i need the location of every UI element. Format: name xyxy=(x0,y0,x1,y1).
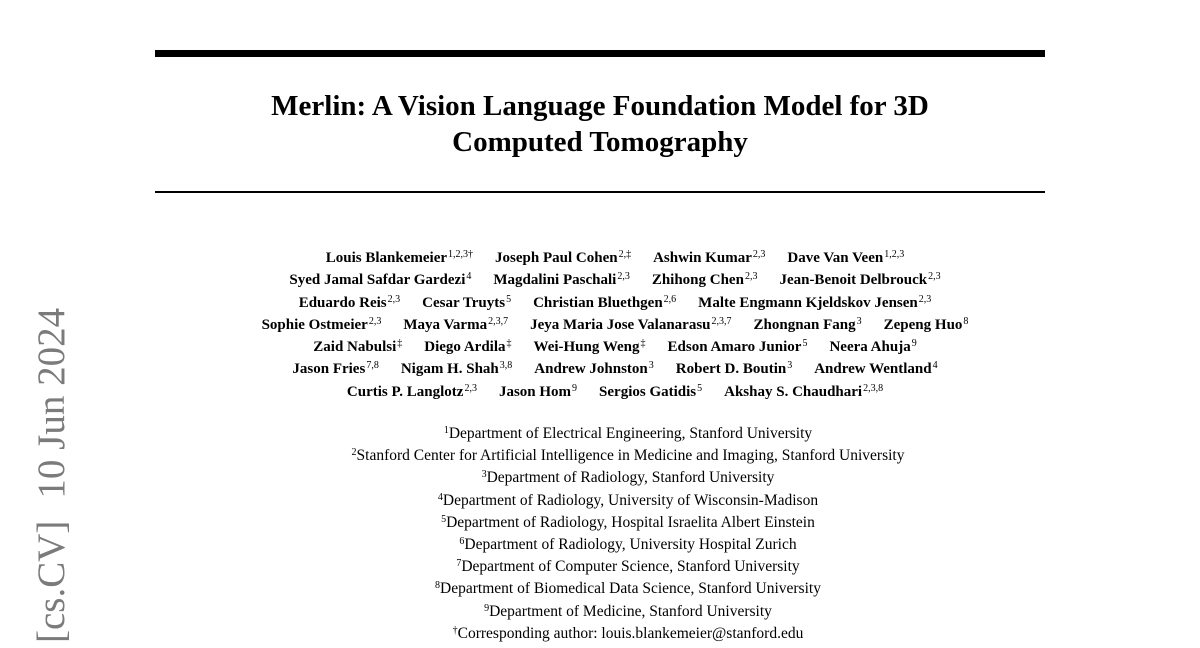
affiliation-text: Department of Electrical Engineering, Stanford University xyxy=(448,425,813,442)
paper-title xyxy=(155,88,1045,160)
author-name: Dave Van Veen xyxy=(787,250,884,266)
title-line: Merlin: A Vision Language Foundation Model for 3D xyxy=(271,90,929,122)
author-line xyxy=(0,269,1200,291)
affiliation-list xyxy=(0,423,1200,645)
affiliation-text: Department of Biomedical Data Science, Stanford University xyxy=(440,580,821,598)
author-name: Zhihong Chen xyxy=(651,272,744,289)
author-name: Jean-Benoit Delbrouck xyxy=(779,272,928,289)
author xyxy=(401,358,512,380)
affiliation-text: Department of Radiology, University of Wisconsin-Madison xyxy=(442,491,819,509)
affiliation xyxy=(0,623,1200,645)
author-affiliation-marker: 4 xyxy=(932,360,938,372)
author-line xyxy=(0,358,1200,380)
affiliation-marker: 2 xyxy=(351,447,357,459)
author-name: Jason Fries xyxy=(292,361,366,378)
author-affiliation-marker: 2,3,7 xyxy=(711,315,732,327)
author-affiliation-marker: 3,8 xyxy=(499,360,513,372)
author-name: Cesar Truyts xyxy=(422,294,506,311)
author-name: Sergios Gatidis xyxy=(599,383,697,400)
author xyxy=(403,314,508,336)
author-affiliation-marker: 5 xyxy=(697,382,703,394)
author-name: Curtis P. Langlotz xyxy=(346,383,464,400)
author-name: Joseph Paul Cohen xyxy=(495,250,618,266)
author xyxy=(534,358,654,380)
author-name: Andrew Johnston xyxy=(534,361,648,378)
author-name: Robert D. Boutin xyxy=(675,361,787,378)
author xyxy=(533,292,676,314)
author-affiliation-marker: 2,3 xyxy=(744,271,758,283)
author xyxy=(493,269,629,291)
affiliation-text: Department of Radiology, University Hospital Zurich xyxy=(464,536,797,554)
author-name: Diego Ardila xyxy=(424,339,506,356)
author-affiliation-marker: 3 xyxy=(648,360,654,372)
affiliation-marker: 9 xyxy=(484,602,490,614)
author xyxy=(653,247,765,269)
affiliation xyxy=(0,534,1200,556)
author-affiliation-marker: 1,2,3† xyxy=(448,249,474,260)
affiliation xyxy=(0,490,1200,512)
author-name: Maya Varma xyxy=(403,316,488,333)
author-list xyxy=(0,247,1200,403)
author-name: Jason Hom xyxy=(498,383,572,400)
author-affiliation-marker: 3 xyxy=(787,360,793,372)
author-affiliation-marker: 5 xyxy=(506,293,512,305)
affiliation-marker: 3 xyxy=(481,469,487,481)
affiliation xyxy=(0,467,1200,489)
author xyxy=(884,314,969,336)
author-affiliation-marker: 1,2,3 xyxy=(884,249,905,260)
author xyxy=(787,247,904,269)
affiliation-marker: 4 xyxy=(437,491,443,503)
author xyxy=(313,336,402,358)
author-affiliation-marker: ‡ xyxy=(640,338,646,350)
title-line: Computed Tomography xyxy=(452,126,748,158)
author-line xyxy=(0,314,1200,336)
author xyxy=(698,292,931,314)
author-affiliation-marker: 2,3 xyxy=(752,249,766,260)
affiliation-marker: † xyxy=(452,624,458,636)
author xyxy=(676,358,792,380)
author-affiliation-marker: ‡ xyxy=(397,338,403,350)
author xyxy=(292,358,378,380)
author-line xyxy=(0,247,1200,269)
arxiv-category: [cs.CV] xyxy=(30,520,73,643)
affiliation xyxy=(0,601,1200,623)
affiliation-marker: 7 xyxy=(456,558,462,570)
author-name: Andrew Wentland xyxy=(814,361,932,378)
affiliation-marker: 1 xyxy=(443,425,449,436)
author xyxy=(599,381,702,403)
author-affiliation-marker: 2,3 xyxy=(368,315,382,327)
author-affiliation-marker: 2,3 xyxy=(918,293,932,305)
author-affiliation-marker: 4 xyxy=(466,271,472,283)
author-line xyxy=(0,292,1200,314)
author-name: Nigam H. Shah xyxy=(400,361,499,378)
affiliation xyxy=(0,423,1200,445)
author xyxy=(326,247,473,269)
author-name: Sophie Ostmeier xyxy=(261,316,368,333)
author-name: Ashwin Kumar xyxy=(653,250,752,266)
author-affiliation-marker: ‡ xyxy=(506,338,512,350)
author-name: Akshay S. Chaudhari xyxy=(724,383,863,400)
affiliation-text: Department of Radiology, Stanford University xyxy=(486,469,775,487)
author xyxy=(499,381,577,403)
title-top-rule xyxy=(155,50,1045,57)
author-affiliation-marker: 2,‡ xyxy=(618,249,632,260)
affiliation-marker: 6 xyxy=(459,536,465,548)
author-name: Zepeng Huo xyxy=(883,316,963,333)
affiliation xyxy=(0,445,1200,467)
author-affiliation-marker: 2,3,8 xyxy=(863,382,884,394)
affiliation-text: Department of Computer Science, Stanford University xyxy=(461,558,800,576)
author-name: Eduardo Reis xyxy=(298,294,387,311)
author xyxy=(495,247,631,269)
affiliation-text: Stanford Center for Artificial Intelligence in Medicine and Imaging, Stanford University xyxy=(356,447,905,465)
affiliation xyxy=(0,578,1200,600)
author-name: Louis Blankemeier xyxy=(325,250,448,266)
author xyxy=(347,381,477,403)
author xyxy=(668,336,808,358)
author-name: Syed Jamal Safdar Gardezi xyxy=(289,272,466,289)
author-affiliation-marker: 2,3 xyxy=(387,293,401,305)
author-name: Christian Bluethgen xyxy=(533,294,663,311)
author-name: Edson Amaro Junior xyxy=(667,339,802,356)
author-affiliation-marker: 5 xyxy=(802,338,808,350)
author xyxy=(814,358,937,380)
author xyxy=(299,292,400,314)
author-name: Zhongnan Fang xyxy=(753,316,856,333)
author xyxy=(754,314,862,336)
author-affiliation-marker: 9 xyxy=(572,382,578,394)
affiliation xyxy=(0,512,1200,534)
affiliation-text: Department of Medicine, Stanford University xyxy=(489,602,772,620)
author-name: Neera Ahuja xyxy=(829,339,911,356)
author-affiliation-marker: 2,3 xyxy=(928,271,941,283)
author-affiliation-marker: 8 xyxy=(963,315,969,327)
author xyxy=(779,269,940,291)
author-name: Zaid Nabulsi xyxy=(313,339,397,356)
author-affiliation-marker: 2,3 xyxy=(617,271,630,283)
affiliation-marker: 8 xyxy=(435,580,441,592)
author-name: Malte Engmann Kjeldskov Jensen xyxy=(698,294,918,311)
affiliation-marker: 5 xyxy=(441,513,447,525)
author-affiliation-marker: 2,6 xyxy=(663,293,677,305)
author-affiliation-marker: 2,3,7 xyxy=(488,315,509,327)
author-name: Magdalini Paschali xyxy=(493,272,617,289)
author xyxy=(262,314,382,336)
author xyxy=(289,269,471,291)
author xyxy=(829,336,916,358)
author-affiliation-marker: 3 xyxy=(856,315,862,327)
author xyxy=(534,336,646,358)
author-affiliation-marker: 7,8 xyxy=(366,360,379,372)
author xyxy=(724,381,883,403)
arxiv-date: 10 Jun 2024 xyxy=(30,307,73,499)
author-affiliation-marker: 9 xyxy=(911,338,917,350)
author-line xyxy=(0,336,1200,358)
author xyxy=(424,336,511,358)
author xyxy=(652,269,758,291)
title-bottom-rule xyxy=(155,191,1045,193)
author-name: Wei-Hung Weng xyxy=(533,339,640,356)
affiliation xyxy=(0,556,1200,578)
author-line xyxy=(0,381,1200,403)
author-affiliation-marker: 2,3 xyxy=(464,382,477,394)
author-name: Jeya Maria Jose Valanarasu xyxy=(530,316,711,333)
affiliation-text: Corresponding author: louis.blankemeier@stanford.edu xyxy=(457,624,804,642)
author xyxy=(422,292,511,314)
affiliation-text: Department of Radiology, Hospital Israelita Albert Einstein xyxy=(446,513,815,531)
author xyxy=(530,314,731,336)
